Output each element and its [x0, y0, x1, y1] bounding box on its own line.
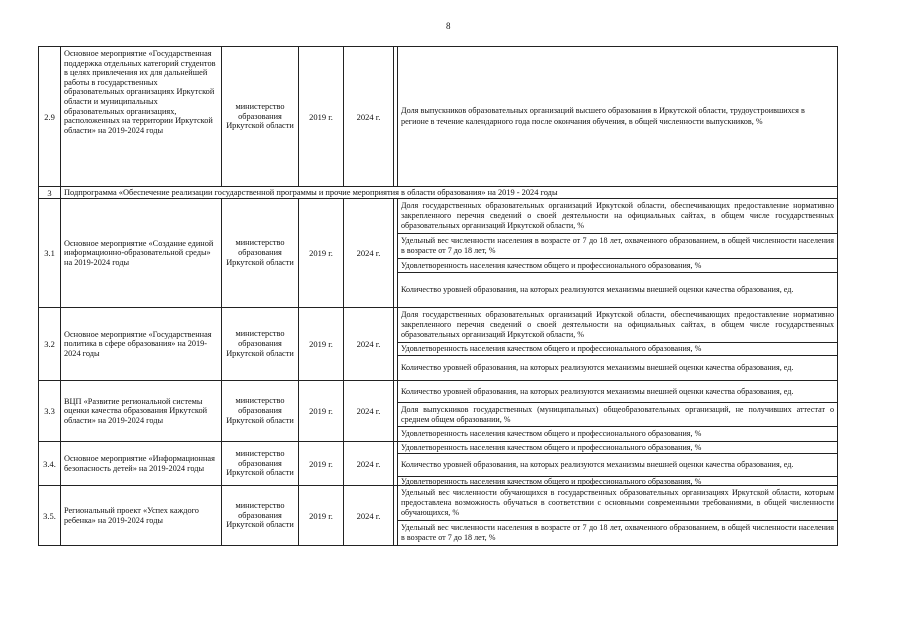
indicator: Удовлетворенность населения качеством общего и профессионального образования, %: [398, 259, 837, 273]
year-start: 2019 г.: [298, 486, 343, 545]
indicators-cell: [397, 47, 838, 186]
row-number: 3.4.: [38, 442, 60, 485]
year-start: 2019 г.: [298, 199, 343, 307]
indicator: Удовлетворенность населения качеством общего и профессионального образования, %: [398, 343, 837, 356]
year-start: 2019 г.: [298, 308, 343, 380]
indicator: Удовлетворенность населения качеством общего и профессионального образования, %: [398, 442, 837, 454]
executor: министерство образования Иркутской области: [221, 47, 298, 186]
indicator: Количество уровней образования, на которых реализуются механизмы внешней оценки качества образования, ед.: [398, 454, 837, 477]
row-number: 2.9: [38, 47, 60, 186]
executor: министерство образования Иркутской области: [221, 199, 298, 307]
activity-name: Основное мероприятие «Информационная безопасность детей» на 2019-2024 годы: [60, 442, 221, 485]
activity-name: Региональный проект «Успех каждого ребенка» на 2019-2024 годы: [60, 486, 221, 545]
indicators-cell: [397, 442, 838, 485]
indicator: Количество уровней образования, на которых реализуются механизмы внешней оценки качества образования, ед.: [401, 285, 794, 295]
table-row: [38, 442, 838, 486]
row-number: 3.2: [38, 308, 60, 380]
indicators-cell: [397, 381, 838, 441]
executor: министерство образования Иркутской области: [221, 308, 298, 380]
indicator: Доля выпускников государственных (муниципальных) общеобразовательных организаций, не получивших аттестат о среднем общем образовании, %: [398, 403, 837, 427]
year-end: 2024 г.: [343, 47, 393, 186]
indicator: Удовлетворенность населения качеством общего и профессионального образования, %: [401, 429, 702, 439]
indicators-cell: [397, 486, 838, 545]
page-number: 8: [446, 21, 451, 31]
activity-name: Основное мероприятие «Государственная политика в сфере образования» на 2019-2024 годы: [60, 308, 221, 380]
table-row: [38, 46, 838, 187]
year-end: 2024 г.: [343, 308, 393, 380]
executor: министерство образования Иркутской области: [221, 381, 298, 441]
table-row: [38, 486, 838, 546]
year-start: 2019 г.: [298, 381, 343, 441]
indicator: Количество уровней образования, на которых реализуются механизмы внешней оценки качества образования, ед.: [398, 381, 837, 403]
subprogram-title: Подпрограмма «Обеспечение реализации государственной программы и прочие мероприятия в области образования» на 2019 - 2024 годы: [60, 187, 838, 198]
table-row: [38, 308, 838, 381]
year-start: 2019 г.: [298, 442, 343, 485]
indicator: Доля государственных образовательных организаций Иркутской области, обеспечивающих предоставление нормативно закрепленного перечня сведений о своей деятельности на официальных сайтах, в общем числе государственных образовательных организаций Иркутской области, %: [398, 199, 837, 234]
indicator: Удельный вес численности населения в возрасте от 7 до 18 лет, охваченного образованием, в общей численности населения в возрасте от 7 до 18 лет, %: [398, 234, 837, 259]
year-end: 2024 г.: [343, 486, 393, 545]
subprogram-row: [38, 187, 838, 199]
year-start: 2019 г.: [298, 47, 343, 186]
indicator: Удовлетворенность населения качеством общего и профессионального образования, %: [401, 477, 702, 486]
year-end: 2024 г.: [343, 442, 393, 485]
activity-name: Основное мероприятие «Государственная поддержка отдельных категорий студентов в целях привлечения их для дальнейшей работы в государственных образовательных организациях Иркутской области и муниципальных образовательных организациях, расположенных на территории Иркутской области» на 2019-2024 годы: [60, 47, 221, 186]
table-row: [38, 381, 838, 442]
indicator: Доля государственных образовательных организаций Иркутской области, обеспечивающих предоставление нормативно закрепленного перечня сведений о своей деятельности на официальных сайтах, в общем числе государственных образовательных организаций Иркутской области, %: [398, 308, 837, 343]
row-number: 3.3: [38, 381, 60, 441]
indicator: Количество уровней образования, на которых реализуются механизмы внешней оценки качества образования, ед.: [401, 363, 794, 373]
indicator: Удельный вес численности населения в возрасте от 7 до 18 лет, охваченного образованием, в общей численности населения в возрасте от 7 до 18 лет, %: [401, 523, 834, 542]
row-number: 3.5.: [38, 486, 60, 545]
activity-name: Основное мероприятие «Создание единой информационно-образовательной среды» на 2019-2024 годы: [60, 199, 221, 307]
subprogram-number: 3: [38, 187, 60, 198]
row-number: 3.1: [38, 199, 60, 307]
indicators-cell: [397, 199, 838, 307]
indicator: Доля выпускников образовательных организаций высшего образования в Иркутской области, трудоустроившихся в регионе в течение календарного года после окончания обучения, в общей численности выпускников, %: [401, 105, 805, 126]
indicator: Удельный вес численности обучающихся в государственных образовательных организациях Иркутской области, которым предоставлена возможность обучаться в соответствии с основными современными требованиями, в общей численности обучающихся, %: [398, 486, 837, 521]
program-table: [38, 46, 838, 546]
year-end: 2024 г.: [343, 199, 393, 307]
executor: министерство образования Иркутской области: [221, 442, 298, 485]
executor: министерство образования Иркутской области: [221, 486, 298, 545]
year-end: 2024 г.: [343, 381, 393, 441]
table-row: [38, 199, 838, 308]
indicators-cell: [397, 308, 838, 380]
activity-name: ВЦП «Развитие региональной системы оценки качества образования Иркутской области» на 2019-2024 годы: [60, 381, 221, 441]
